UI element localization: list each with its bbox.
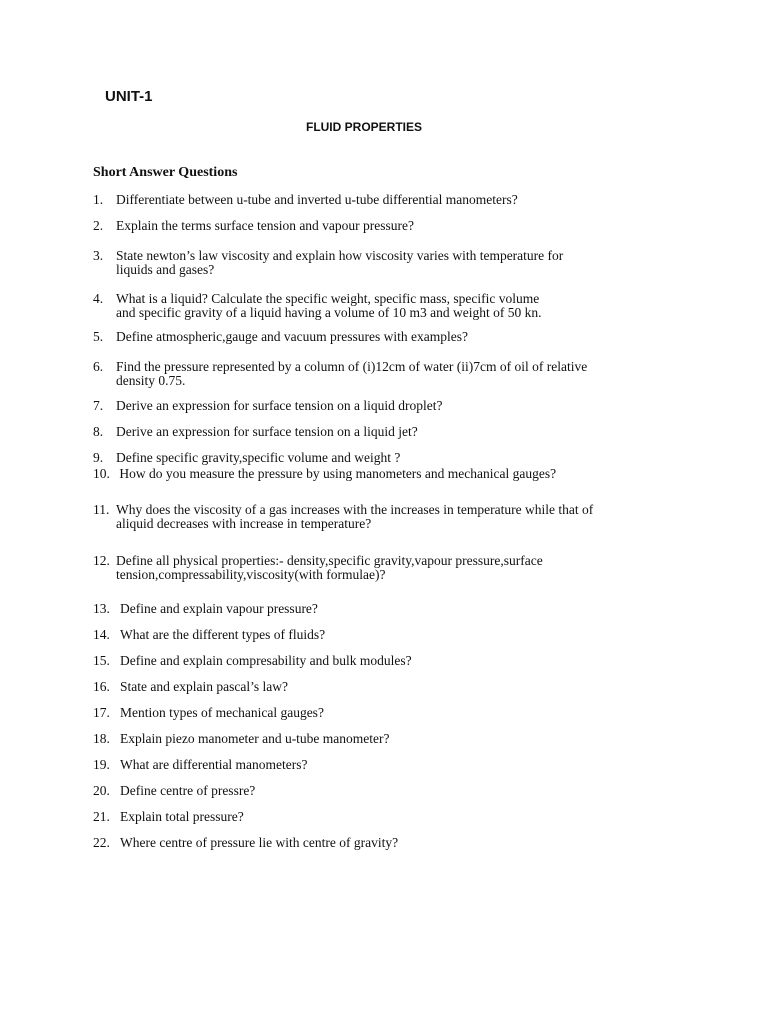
question-number: 7. [93, 398, 104, 413]
question-10 [93, 467, 556, 481]
question-20 [93, 784, 255, 798]
question-number: 2. [93, 218, 104, 233]
question-number: 21. [93, 809, 110, 824]
question-text: Define all physical properties:- density,specific gravity,vapour pressure,surface [116, 553, 543, 568]
question-text: Where centre of pressure lie with centre of gravity? [120, 835, 399, 850]
question-text: Mention types of mechanical gauges? [120, 705, 324, 720]
question-12 [93, 554, 543, 582]
question-text: Define specific gravity,specific volume and weight ? [116, 450, 401, 465]
question-2 [93, 219, 414, 233]
question-16 [93, 680, 288, 694]
question-number: 9. [93, 450, 104, 465]
question-number: 16. [93, 679, 110, 694]
question-number: 11. [93, 502, 110, 517]
question-text: What is a liquid? Calculate the specific weight, specific mass, specific volume [116, 291, 540, 306]
question-number: 12. [93, 553, 110, 568]
question-8 [93, 425, 418, 439]
question-text-continued: and specific gravity of a liquid having a volume of 10 m3 and weight of 50 kn. [116, 305, 542, 320]
question-5 [93, 330, 468, 344]
question-17 [93, 706, 324, 720]
question-text: State and explain pascal’s law? [120, 679, 288, 694]
question-number: 20. [93, 783, 110, 798]
question-text: What are the different types of fluids? [120, 627, 326, 642]
question-number: 10. [93, 466, 110, 481]
question-number: 14. [93, 627, 110, 642]
question-text-continued: aliquid decreases with increase in temperature? [116, 516, 372, 531]
question-number: 1. [93, 192, 104, 207]
question-22 [93, 836, 398, 850]
question-9 [93, 451, 400, 465]
question-number: 15. [93, 653, 110, 668]
unit-title: UNIT-1 [105, 88, 153, 105]
question-number: 6. [93, 359, 104, 374]
question-number: 5. [93, 329, 104, 344]
question-3 [93, 249, 563, 277]
question-text: Derive an expression for surface tension on a liquid droplet? [116, 398, 443, 413]
question-1 [93, 193, 518, 207]
question-text: State newton’s law viscosity and explain how viscosity varies with temperature for [116, 248, 564, 263]
question-text-continued: tension,compressability,viscosity(with formulae)? [116, 567, 386, 582]
question-text-continued: liquids and gases? [116, 262, 215, 277]
question-text: How do you measure the pressure by using manometers and mechanical gauges? [116, 466, 557, 481]
question-text: Define and explain vapour pressure? [120, 601, 318, 616]
question-number: 13. [93, 601, 110, 616]
question-text-continued: density 0.75. [116, 373, 186, 388]
question-4 [93, 292, 542, 320]
question-number: 8. [93, 424, 104, 439]
question-text: Define and explain compresability and bulk modules? [120, 653, 412, 668]
document-title: FLUID PROPERTIES [305, 120, 422, 134]
question-14 [93, 628, 325, 642]
question-text: Define atmospheric,gauge and vacuum pressures with examples? [116, 329, 469, 344]
question-text: Define centre of pressre? [120, 783, 256, 798]
question-text: Derive an expression for surface tension on a liquid jet? [116, 424, 418, 439]
question-number: 19. [93, 757, 110, 772]
question-15 [93, 654, 412, 668]
question-number: 22. [93, 835, 110, 850]
question-6 [93, 360, 587, 388]
question-19 [93, 758, 308, 772]
question-number: 17. [93, 705, 110, 720]
question-text: Explain the terms surface tension and vapour pressure? [116, 218, 415, 233]
question-number: 18. [93, 731, 110, 746]
question-text: Why does the viscosity of a gas increases with the increases in temperature while that of [116, 502, 594, 517]
question-text: Explain total pressure? [120, 809, 244, 824]
question-number: 4. [93, 291, 104, 306]
question-text: Differentiate between u-tube and inverted u-tube differential manometers? [116, 192, 518, 207]
question-21 [93, 810, 244, 824]
question-text: Explain piezo manometer and u-tube manometer? [120, 731, 390, 746]
question-11 [93, 503, 593, 531]
question-7 [93, 399, 443, 413]
question-text: Find the pressure represented by a column of (i)12cm of water (ii)7cm of oil of relative [116, 359, 588, 374]
question-number: 3. [93, 248, 104, 263]
question-18 [93, 732, 390, 746]
question-text: What are differential manometers? [120, 757, 308, 772]
section-heading: Short Answer Questions [93, 165, 238, 180]
question-13 [93, 602, 318, 616]
